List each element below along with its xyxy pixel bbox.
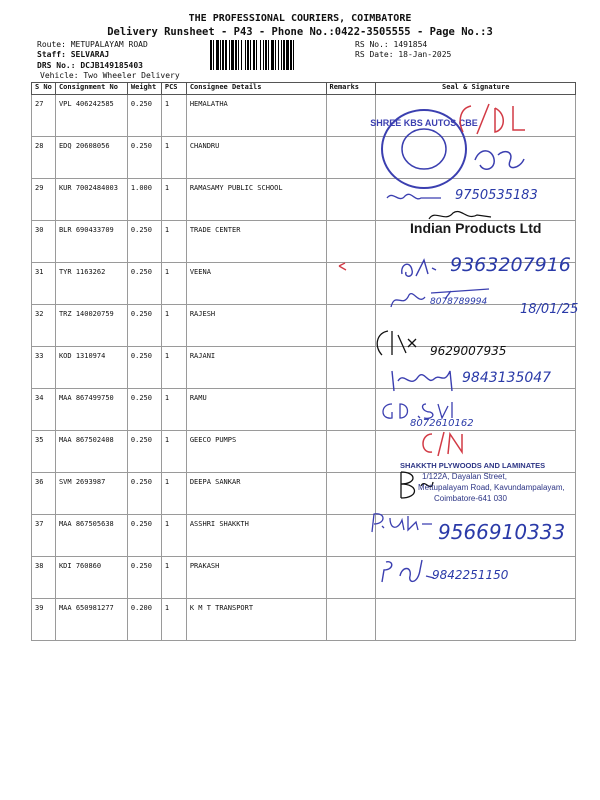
row-remarks <box>326 347 376 389</box>
row-signature <box>376 221 576 263</box>
row-remarks <box>326 95 376 137</box>
company-title: THE PROFESSIONAL COURIERS, COIMBATORE <box>188 13 412 24</box>
table-row <box>32 179 576 221</box>
row-sno: 35 <box>32 431 56 473</box>
table-row <box>32 137 576 179</box>
row-remarks <box>326 473 376 515</box>
stamp-text: SHREE KBS AUTOS CBE <box>370 118 478 128</box>
row-consignee: DEEPA SANKAR <box>186 473 326 515</box>
row-sno: 38 <box>32 557 56 599</box>
row-consignee: HEMALATHA <box>186 95 326 137</box>
table-row <box>32 557 576 599</box>
row-remarks <box>326 599 376 641</box>
phone-handwritten: 9363207916 <box>450 254 571 276</box>
row-pcs: 1 <box>161 557 186 599</box>
row-remarks <box>326 389 376 431</box>
col-sno: S No <box>32 83 56 95</box>
row-weight: 0.250 <box>127 473 161 515</box>
row-weight: 0.250 <box>127 305 161 347</box>
route-line: Route: METUPALAYAM ROAD <box>37 40 148 49</box>
date-handwritten: 18/01/25 <box>520 302 579 317</box>
row-pcs: 1 <box>161 137 186 179</box>
row-pcs: 1 <box>161 473 186 515</box>
row-remarks <box>326 431 376 473</box>
row-weight: 0.250 <box>127 557 161 599</box>
row-remarks <box>326 221 376 263</box>
table-row <box>32 473 576 515</box>
row-pcs: 1 <box>161 389 186 431</box>
row-consignment: KOD 1310974 <box>55 347 127 389</box>
table-header-row <box>32 83 576 95</box>
row-consignment: MAA 867505638 <box>55 515 127 557</box>
row-consignee: RAJANI <box>186 347 326 389</box>
table-row <box>32 221 576 263</box>
row-weight: 0.250 <box>127 347 161 389</box>
row-signature <box>376 137 576 179</box>
row-sno: 39 <box>32 599 56 641</box>
row-signature <box>376 347 576 389</box>
col-signature: Seal & Signature <box>376 83 576 95</box>
row-consignment: BLR 690433709 <box>55 221 127 263</box>
row-sno: 33 <box>32 347 56 389</box>
row-weight: 0.250 <box>127 389 161 431</box>
col-consignment: Consignment No <box>55 83 127 95</box>
row-signature <box>376 431 576 473</box>
row-signature <box>376 557 576 599</box>
row-consignee: TRADE CENTER <box>186 221 326 263</box>
row-pcs: 1 <box>161 221 186 263</box>
table-row <box>32 389 576 431</box>
row-consignee: RAMU <box>186 389 326 431</box>
row-sno: 29 <box>32 179 56 221</box>
row-sno: 37 <box>32 515 56 557</box>
row-weight: 0.250 <box>127 137 161 179</box>
row-remarks <box>326 305 376 347</box>
vehicle-line: Vehicle: Two Wheeler Delivery <box>40 71 180 80</box>
row-consignee: ASSHRI SHAKKTH <box>186 515 326 557</box>
row-consignment: KUR 7002484003 <box>55 179 127 221</box>
row-pcs: 1 <box>161 347 186 389</box>
phone-handwritten: 9843135047 <box>462 370 552 386</box>
row-pcs: 1 <box>161 179 186 221</box>
row-weight: 0.250 <box>127 95 161 137</box>
row-remarks <box>326 557 376 599</box>
row-pcs: 1 <box>161 95 186 137</box>
phone-handwritten: 9566910333 <box>438 520 566 544</box>
row-pcs: 1 <box>161 263 186 305</box>
row-consignment: TRZ 140020759 <box>55 305 127 347</box>
runsheet-table <box>31 82 579 641</box>
row-signature <box>376 95 576 137</box>
row-sno: 34 <box>32 389 56 431</box>
rs-no: RS No.: 1491854 <box>355 40 428 49</box>
row-consignment: TYR 1163262 <box>55 263 127 305</box>
rs-date: RS Date: 18-Jan-2025 <box>355 50 452 59</box>
table-row <box>32 347 576 389</box>
row-sno: 31 <box>32 263 56 305</box>
row-remarks <box>326 137 376 179</box>
row-consignee: K M T TRANSPORT <box>186 599 326 641</box>
stamp-line: Mettupalayam Road, Kavundampalayam, <box>418 483 565 492</box>
row-weight: 1.000 <box>127 179 161 221</box>
row-sno: 28 <box>32 137 56 179</box>
phone-handwritten: 9842251150 <box>432 568 509 582</box>
row-consignee: RAMASAMY PUBLIC SCHOOL <box>186 179 326 221</box>
barcode <box>210 40 350 70</box>
col-consignee: Consignee Details <box>186 83 326 95</box>
row-pcs: 1 <box>161 431 186 473</box>
row-signature <box>376 305 576 347</box>
row-consignment: SVM 2693987 <box>55 473 127 515</box>
row-consignee: VEENA <box>186 263 326 305</box>
col-pcs: PCS <box>161 83 186 95</box>
phone-handwritten: 9750535183 <box>455 188 538 203</box>
table-row <box>32 599 576 641</box>
row-remarks <box>326 179 376 221</box>
row-weight: 0.250 <box>127 221 161 263</box>
stamp-line: 1/122A, Dayalan Street, <box>422 472 507 481</box>
row-weight: 0.250 <box>127 515 161 557</box>
row-signature <box>376 263 576 305</box>
row-weight: 0.250 <box>127 431 161 473</box>
row-weight: 0.200 <box>127 599 161 641</box>
col-remarks: Remarks <box>326 83 376 95</box>
row-consignment: VPL 406242585 <box>55 95 127 137</box>
table-row <box>32 263 576 305</box>
row-consignee: CHANDRU <box>186 137 326 179</box>
row-consignee: GEECO PUMPS <box>186 431 326 473</box>
row-signature <box>376 599 576 641</box>
row-pcs: 1 <box>161 599 186 641</box>
row-remarks <box>326 515 376 557</box>
row-consignment: MAA 867499750 <box>55 389 127 431</box>
row-signature <box>376 473 576 515</box>
row-sno: 36 <box>32 473 56 515</box>
stamp-line: Coimbatore-641 030 <box>434 494 507 503</box>
row-consignee: PRAKASH <box>186 557 326 599</box>
table-row <box>32 431 576 473</box>
row-pcs: 1 <box>161 515 186 557</box>
drs-line: DRS No.: DCJB149185403 <box>37 61 143 70</box>
row-consignment: MAA 867502408 <box>55 431 127 473</box>
row-sno: 30 <box>32 221 56 263</box>
phone-handwritten: 8072610162 <box>410 418 474 429</box>
row-signature <box>376 515 576 557</box>
row-consignment: MAA 650981277 <box>55 599 127 641</box>
row-consignment: EDQ 20608056 <box>55 137 127 179</box>
row-pcs: 1 <box>161 305 186 347</box>
phone-handwritten: 9629007935 <box>430 344 507 358</box>
row-consignment: KDI 760860 <box>55 557 127 599</box>
phone-handwritten: 8078789994 <box>430 297 488 307</box>
table-row <box>32 305 576 347</box>
runsheet-title: Delivery Runsheet - P43 - Phone No.:0422-3505555 - Page No.:3 <box>107 26 493 38</box>
row-signature <box>376 389 576 431</box>
row-consignee: RAJESH <box>186 305 326 347</box>
row-sno: 32 <box>32 305 56 347</box>
staff-line: Staff: SELVARAJ <box>37 50 110 59</box>
barcode-bar <box>293 40 294 70</box>
row-weight: 0.250 <box>127 263 161 305</box>
row-signature <box>376 179 576 221</box>
row-remarks <box>326 263 376 305</box>
stamp-line: SHAKKTH PLYWOODS AND LAMINATES <box>400 461 546 470</box>
table-row <box>32 95 576 137</box>
row-sno: 27 <box>32 95 56 137</box>
table-row <box>32 515 576 557</box>
col-weight: Weight <box>127 83 161 95</box>
company-stamp: Indian Products Ltd <box>410 220 542 236</box>
